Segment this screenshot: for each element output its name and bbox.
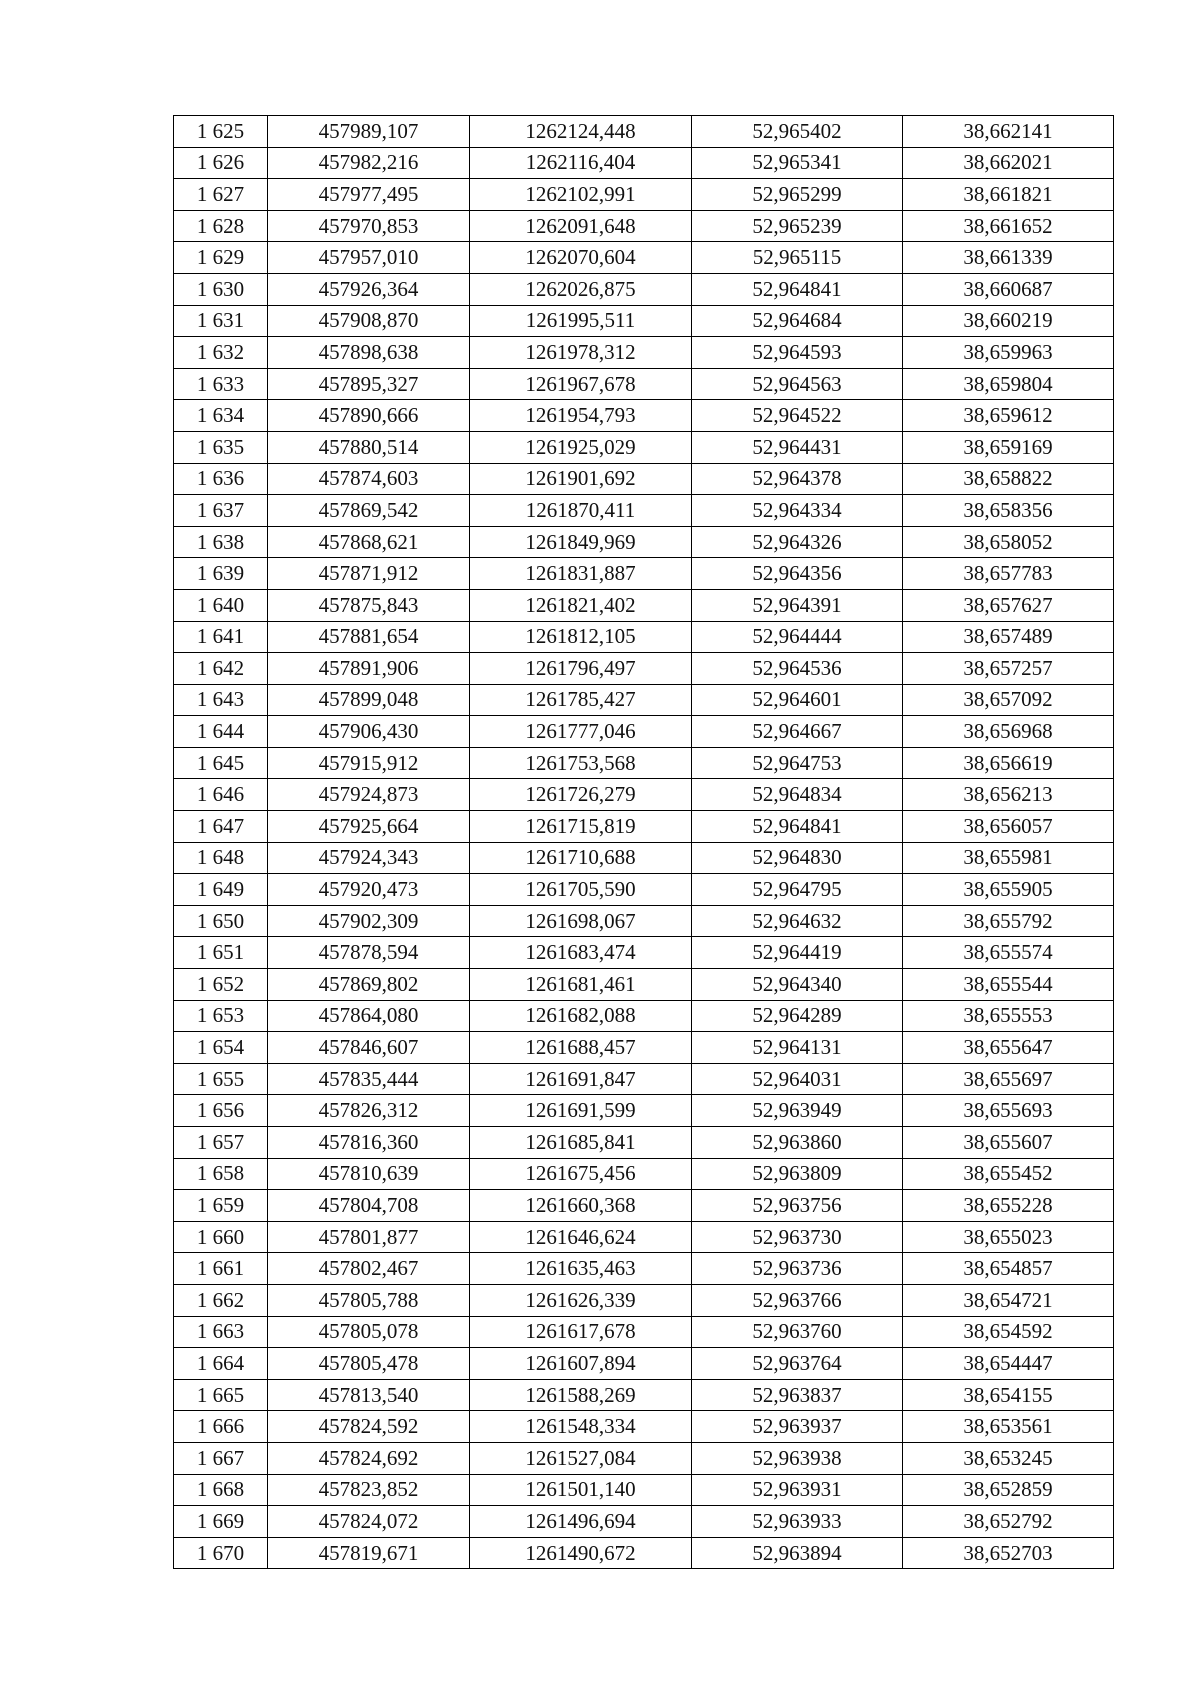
longitude-cell: 38,658052 [903, 526, 1114, 558]
latitude-cell: 52,964795 [692, 874, 903, 906]
longitude-cell: 38,659804 [903, 368, 1114, 400]
table-row [174, 242, 1114, 274]
x-coordinate-cell: 457835,444 [268, 1063, 470, 1095]
coordinates-table-body [174, 116, 1114, 1569]
point-number-cell: 1 667 [174, 1442, 268, 1474]
x-coordinate-cell: 457805,478 [268, 1348, 470, 1380]
longitude-cell: 38,654721 [903, 1284, 1114, 1316]
x-coordinate-cell: 457977,495 [268, 179, 470, 211]
latitude-cell: 52,964684 [692, 305, 903, 337]
latitude-cell: 52,963860 [692, 1127, 903, 1159]
y-coordinate-cell: 1261925,029 [470, 431, 692, 463]
y-coordinate-cell: 1261777,046 [470, 716, 692, 748]
table-row [174, 179, 1114, 211]
y-coordinate-cell: 1261954,793 [470, 400, 692, 432]
point-number-cell: 1 634 [174, 400, 268, 432]
table-row [174, 305, 1114, 337]
latitude-cell: 52,963756 [692, 1190, 903, 1222]
table-row [174, 1158, 1114, 1190]
x-coordinate-cell: 457924,343 [268, 842, 470, 874]
longitude-cell: 38,657627 [903, 589, 1114, 621]
longitude-cell: 38,655574 [903, 937, 1114, 969]
table-row [174, 1379, 1114, 1411]
table-row [174, 210, 1114, 242]
x-coordinate-cell: 457899,048 [268, 684, 470, 716]
x-coordinate-cell: 457902,309 [268, 905, 470, 937]
table-row [174, 842, 1114, 874]
point-number-cell: 1 651 [174, 937, 268, 969]
y-coordinate-cell: 1261607,894 [470, 1348, 692, 1380]
point-number-cell: 1 661 [174, 1253, 268, 1285]
y-coordinate-cell: 1261821,402 [470, 589, 692, 621]
longitude-cell: 38,652792 [903, 1506, 1114, 1538]
latitude-cell: 52,964356 [692, 558, 903, 590]
y-coordinate-cell: 1261691,847 [470, 1063, 692, 1095]
table-row [174, 684, 1114, 716]
y-coordinate-cell: 1261812,105 [470, 621, 692, 653]
latitude-cell: 52,964289 [692, 1000, 903, 1032]
longitude-cell: 38,662021 [903, 147, 1114, 179]
y-coordinate-cell: 1261626,339 [470, 1284, 692, 1316]
y-coordinate-cell: 1261901,692 [470, 463, 692, 495]
y-coordinate-cell: 1262026,875 [470, 273, 692, 305]
longitude-cell: 38,659963 [903, 337, 1114, 369]
point-number-cell: 1 635 [174, 431, 268, 463]
point-number-cell: 1 629 [174, 242, 268, 274]
x-coordinate-cell: 457868,621 [268, 526, 470, 558]
point-number-cell: 1 647 [174, 811, 268, 843]
longitude-cell: 38,655647 [903, 1032, 1114, 1064]
table-row [174, 1537, 1114, 1569]
table-row [174, 526, 1114, 558]
x-coordinate-cell: 457908,870 [268, 305, 470, 337]
point-number-cell: 1 670 [174, 1537, 268, 1569]
point-number-cell: 1 644 [174, 716, 268, 748]
longitude-cell: 38,661652 [903, 210, 1114, 242]
coordinates-table [173, 115, 1114, 1569]
latitude-cell: 52,964334 [692, 495, 903, 527]
table-row [174, 747, 1114, 779]
longitude-cell: 38,653245 [903, 1442, 1114, 1474]
table-row [174, 1190, 1114, 1222]
x-coordinate-cell: 457925,664 [268, 811, 470, 843]
latitude-cell: 52,965239 [692, 210, 903, 242]
longitude-cell: 38,657783 [903, 558, 1114, 590]
point-number-cell: 1 662 [174, 1284, 268, 1316]
x-coordinate-cell: 457810,639 [268, 1158, 470, 1190]
longitude-cell: 38,655544 [903, 969, 1114, 1001]
point-number-cell: 1 636 [174, 463, 268, 495]
longitude-cell: 38,659169 [903, 431, 1114, 463]
y-coordinate-cell: 1261691,599 [470, 1095, 692, 1127]
x-coordinate-cell: 457891,906 [268, 653, 470, 685]
table-row [174, 1316, 1114, 1348]
y-coordinate-cell: 1261681,461 [470, 969, 692, 1001]
table-row [174, 716, 1114, 748]
latitude-cell: 52,963933 [692, 1506, 903, 1538]
table-row [174, 147, 1114, 179]
point-number-cell: 1 648 [174, 842, 268, 874]
latitude-cell: 52,965115 [692, 242, 903, 274]
point-number-cell: 1 664 [174, 1348, 268, 1380]
x-coordinate-cell: 457982,216 [268, 147, 470, 179]
table-row [174, 337, 1114, 369]
table-row [174, 1506, 1114, 1538]
table-row [174, 1221, 1114, 1253]
point-number-cell: 1 669 [174, 1506, 268, 1538]
x-coordinate-cell: 457805,078 [268, 1316, 470, 1348]
y-coordinate-cell: 1262116,404 [470, 147, 692, 179]
point-number-cell: 1 627 [174, 179, 268, 211]
x-coordinate-cell: 457906,430 [268, 716, 470, 748]
table-row [174, 589, 1114, 621]
y-coordinate-cell: 1261548,334 [470, 1411, 692, 1443]
table-row [174, 905, 1114, 937]
table-row [174, 400, 1114, 432]
point-number-cell: 1 643 [174, 684, 268, 716]
longitude-cell: 38,652859 [903, 1474, 1114, 1506]
point-number-cell: 1 657 [174, 1127, 268, 1159]
table-row [174, 1284, 1114, 1316]
longitude-cell: 38,655452 [903, 1158, 1114, 1190]
latitude-cell: 52,963760 [692, 1316, 903, 1348]
point-number-cell: 1 652 [174, 969, 268, 1001]
latitude-cell: 52,963837 [692, 1379, 903, 1411]
y-coordinate-cell: 1261726,279 [470, 779, 692, 811]
x-coordinate-cell: 457989,107 [268, 116, 470, 148]
y-coordinate-cell: 1261646,624 [470, 1221, 692, 1253]
point-number-cell: 1 626 [174, 147, 268, 179]
latitude-cell: 52,964834 [692, 779, 903, 811]
x-coordinate-cell: 457826,312 [268, 1095, 470, 1127]
y-coordinate-cell: 1261967,678 [470, 368, 692, 400]
table-row [174, 273, 1114, 305]
point-number-cell: 1 658 [174, 1158, 268, 1190]
point-number-cell: 1 631 [174, 305, 268, 337]
longitude-cell: 38,661339 [903, 242, 1114, 274]
latitude-cell: 52,963894 [692, 1537, 903, 1569]
x-coordinate-cell: 457824,592 [268, 1411, 470, 1443]
latitude-cell: 52,964378 [692, 463, 903, 495]
y-coordinate-cell: 1261682,088 [470, 1000, 692, 1032]
y-coordinate-cell: 1261490,672 [470, 1537, 692, 1569]
latitude-cell: 52,964340 [692, 969, 903, 1001]
longitude-cell: 38,657092 [903, 684, 1114, 716]
x-coordinate-cell: 457957,010 [268, 242, 470, 274]
point-number-cell: 1 630 [174, 273, 268, 305]
latitude-cell: 52,964830 [692, 842, 903, 874]
x-coordinate-cell: 457801,877 [268, 1221, 470, 1253]
point-number-cell: 1 625 [174, 116, 268, 148]
table-row [174, 1000, 1114, 1032]
x-coordinate-cell: 457924,873 [268, 779, 470, 811]
x-coordinate-cell: 457898,638 [268, 337, 470, 369]
table-row [174, 811, 1114, 843]
latitude-cell: 52,964131 [692, 1032, 903, 1064]
x-coordinate-cell: 457880,514 [268, 431, 470, 463]
point-number-cell: 1 642 [174, 653, 268, 685]
point-number-cell: 1 628 [174, 210, 268, 242]
longitude-cell: 38,662141 [903, 116, 1114, 148]
longitude-cell: 38,655553 [903, 1000, 1114, 1032]
x-coordinate-cell: 457874,603 [268, 463, 470, 495]
table-row [174, 1474, 1114, 1506]
longitude-cell: 38,655228 [903, 1190, 1114, 1222]
y-coordinate-cell: 1261501,140 [470, 1474, 692, 1506]
latitude-cell: 52,964601 [692, 684, 903, 716]
latitude-cell: 52,964841 [692, 273, 903, 305]
x-coordinate-cell: 457869,802 [268, 969, 470, 1001]
latitude-cell: 52,964431 [692, 431, 903, 463]
y-coordinate-cell: 1261527,084 [470, 1442, 692, 1474]
latitude-cell: 52,963764 [692, 1348, 903, 1380]
table-row [174, 937, 1114, 969]
y-coordinate-cell: 1261715,819 [470, 811, 692, 843]
longitude-cell: 38,655693 [903, 1095, 1114, 1127]
longitude-cell: 38,657489 [903, 621, 1114, 653]
latitude-cell: 52,964536 [692, 653, 903, 685]
latitude-cell: 52,965402 [692, 116, 903, 148]
latitude-cell: 52,964444 [692, 621, 903, 653]
y-coordinate-cell: 1261685,841 [470, 1127, 692, 1159]
latitude-cell: 52,964753 [692, 747, 903, 779]
longitude-cell: 38,660687 [903, 273, 1114, 305]
y-coordinate-cell: 1261675,456 [470, 1158, 692, 1190]
x-coordinate-cell: 457804,708 [268, 1190, 470, 1222]
y-coordinate-cell: 1261849,969 [470, 526, 692, 558]
y-coordinate-cell: 1261995,511 [470, 305, 692, 337]
latitude-cell: 52,963949 [692, 1095, 903, 1127]
table-row [174, 653, 1114, 685]
x-coordinate-cell: 457824,692 [268, 1442, 470, 1474]
x-coordinate-cell: 457816,360 [268, 1127, 470, 1159]
y-coordinate-cell: 1261698,067 [470, 905, 692, 937]
y-coordinate-cell: 1262070,604 [470, 242, 692, 274]
point-number-cell: 1 650 [174, 905, 268, 937]
y-coordinate-cell: 1261870,411 [470, 495, 692, 527]
x-coordinate-cell: 457920,473 [268, 874, 470, 906]
latitude-cell: 52,963736 [692, 1253, 903, 1285]
longitude-cell: 38,655905 [903, 874, 1114, 906]
latitude-cell: 52,964419 [692, 937, 903, 969]
y-coordinate-cell: 1262124,448 [470, 116, 692, 148]
latitude-cell: 52,963937 [692, 1411, 903, 1443]
latitude-cell: 52,964522 [692, 400, 903, 432]
table-row [174, 1411, 1114, 1443]
table-row [174, 368, 1114, 400]
point-number-cell: 1 646 [174, 779, 268, 811]
table-row [174, 558, 1114, 590]
table-row [174, 1032, 1114, 1064]
y-coordinate-cell: 1261683,474 [470, 937, 692, 969]
point-number-cell: 1 649 [174, 874, 268, 906]
point-number-cell: 1 655 [174, 1063, 268, 1095]
longitude-cell: 38,655981 [903, 842, 1114, 874]
x-coordinate-cell: 457890,666 [268, 400, 470, 432]
point-number-cell: 1 637 [174, 495, 268, 527]
longitude-cell: 38,654592 [903, 1316, 1114, 1348]
y-coordinate-cell: 1261831,887 [470, 558, 692, 590]
point-number-cell: 1 633 [174, 368, 268, 400]
longitude-cell: 38,654447 [903, 1348, 1114, 1380]
table-row [174, 1253, 1114, 1285]
table-row [174, 969, 1114, 1001]
table-row [174, 1063, 1114, 1095]
latitude-cell: 52,963931 [692, 1474, 903, 1506]
longitude-cell: 38,655607 [903, 1127, 1114, 1159]
y-coordinate-cell: 1261978,312 [470, 337, 692, 369]
x-coordinate-cell: 457802,467 [268, 1253, 470, 1285]
x-coordinate-cell: 457813,540 [268, 1379, 470, 1411]
point-number-cell: 1 656 [174, 1095, 268, 1127]
longitude-cell: 38,656619 [903, 747, 1114, 779]
table-row [174, 874, 1114, 906]
longitude-cell: 38,655697 [903, 1063, 1114, 1095]
latitude-cell: 52,964841 [692, 811, 903, 843]
table-row [174, 463, 1114, 495]
x-coordinate-cell: 457819,671 [268, 1537, 470, 1569]
latitude-cell: 52,963730 [692, 1221, 903, 1253]
point-number-cell: 1 665 [174, 1379, 268, 1411]
x-coordinate-cell: 457915,912 [268, 747, 470, 779]
y-coordinate-cell: 1261785,427 [470, 684, 692, 716]
point-number-cell: 1 659 [174, 1190, 268, 1222]
longitude-cell: 38,656968 [903, 716, 1114, 748]
longitude-cell: 38,660219 [903, 305, 1114, 337]
x-coordinate-cell: 457869,542 [268, 495, 470, 527]
longitude-cell: 38,653561 [903, 1411, 1114, 1443]
point-number-cell: 1 660 [174, 1221, 268, 1253]
latitude-cell: 52,964593 [692, 337, 903, 369]
point-number-cell: 1 668 [174, 1474, 268, 1506]
x-coordinate-cell: 457871,912 [268, 558, 470, 590]
x-coordinate-cell: 457846,607 [268, 1032, 470, 1064]
latitude-cell: 52,964667 [692, 716, 903, 748]
y-coordinate-cell: 1261753,568 [470, 747, 692, 779]
point-number-cell: 1 638 [174, 526, 268, 558]
table-row [174, 1348, 1114, 1380]
latitude-cell: 52,965299 [692, 179, 903, 211]
point-number-cell: 1 666 [174, 1411, 268, 1443]
table-row [174, 1095, 1114, 1127]
table-row [174, 431, 1114, 463]
table-row [174, 621, 1114, 653]
longitude-cell: 38,657257 [903, 653, 1114, 685]
x-coordinate-cell: 457875,843 [268, 589, 470, 621]
x-coordinate-cell: 457824,072 [268, 1506, 470, 1538]
table-row [174, 116, 1114, 148]
y-coordinate-cell: 1261705,590 [470, 874, 692, 906]
x-coordinate-cell: 457864,080 [268, 1000, 470, 1032]
y-coordinate-cell: 1261710,688 [470, 842, 692, 874]
y-coordinate-cell: 1261796,497 [470, 653, 692, 685]
longitude-cell: 38,654857 [903, 1253, 1114, 1285]
y-coordinate-cell: 1262102,991 [470, 179, 692, 211]
latitude-cell: 52,964031 [692, 1063, 903, 1095]
longitude-cell: 38,655023 [903, 1221, 1114, 1253]
y-coordinate-cell: 1262091,648 [470, 210, 692, 242]
x-coordinate-cell: 457823,852 [268, 1474, 470, 1506]
longitude-cell: 38,656213 [903, 779, 1114, 811]
longitude-cell: 38,656057 [903, 811, 1114, 843]
point-number-cell: 1 663 [174, 1316, 268, 1348]
latitude-cell: 52,963809 [692, 1158, 903, 1190]
latitude-cell: 52,963766 [692, 1284, 903, 1316]
y-coordinate-cell: 1261688,457 [470, 1032, 692, 1064]
x-coordinate-cell: 457926,364 [268, 273, 470, 305]
table-row [174, 1442, 1114, 1474]
point-number-cell: 1 639 [174, 558, 268, 590]
longitude-cell: 38,655792 [903, 905, 1114, 937]
y-coordinate-cell: 1261496,694 [470, 1506, 692, 1538]
latitude-cell: 52,965341 [692, 147, 903, 179]
x-coordinate-cell: 457970,853 [268, 210, 470, 242]
longitude-cell: 38,661821 [903, 179, 1114, 211]
x-coordinate-cell: 457895,327 [268, 368, 470, 400]
x-coordinate-cell: 457878,594 [268, 937, 470, 969]
longitude-cell: 38,658822 [903, 463, 1114, 495]
point-number-cell: 1 640 [174, 589, 268, 621]
longitude-cell: 38,659612 [903, 400, 1114, 432]
latitude-cell: 52,964391 [692, 589, 903, 621]
latitude-cell: 52,964563 [692, 368, 903, 400]
x-coordinate-cell: 457805,788 [268, 1284, 470, 1316]
longitude-cell: 38,654155 [903, 1379, 1114, 1411]
table-row [174, 495, 1114, 527]
point-number-cell: 1 632 [174, 337, 268, 369]
point-number-cell: 1 645 [174, 747, 268, 779]
point-number-cell: 1 653 [174, 1000, 268, 1032]
longitude-cell: 38,658356 [903, 495, 1114, 527]
y-coordinate-cell: 1261635,463 [470, 1253, 692, 1285]
point-number-cell: 1 654 [174, 1032, 268, 1064]
table-row [174, 779, 1114, 811]
x-coordinate-cell: 457881,654 [268, 621, 470, 653]
latitude-cell: 52,964632 [692, 905, 903, 937]
y-coordinate-cell: 1261617,678 [470, 1316, 692, 1348]
y-coordinate-cell: 1261660,368 [470, 1190, 692, 1222]
y-coordinate-cell: 1261588,269 [470, 1379, 692, 1411]
latitude-cell: 52,963938 [692, 1442, 903, 1474]
table-row [174, 1127, 1114, 1159]
longitude-cell: 38,652703 [903, 1537, 1114, 1569]
latitude-cell: 52,964326 [692, 526, 903, 558]
point-number-cell: 1 641 [174, 621, 268, 653]
